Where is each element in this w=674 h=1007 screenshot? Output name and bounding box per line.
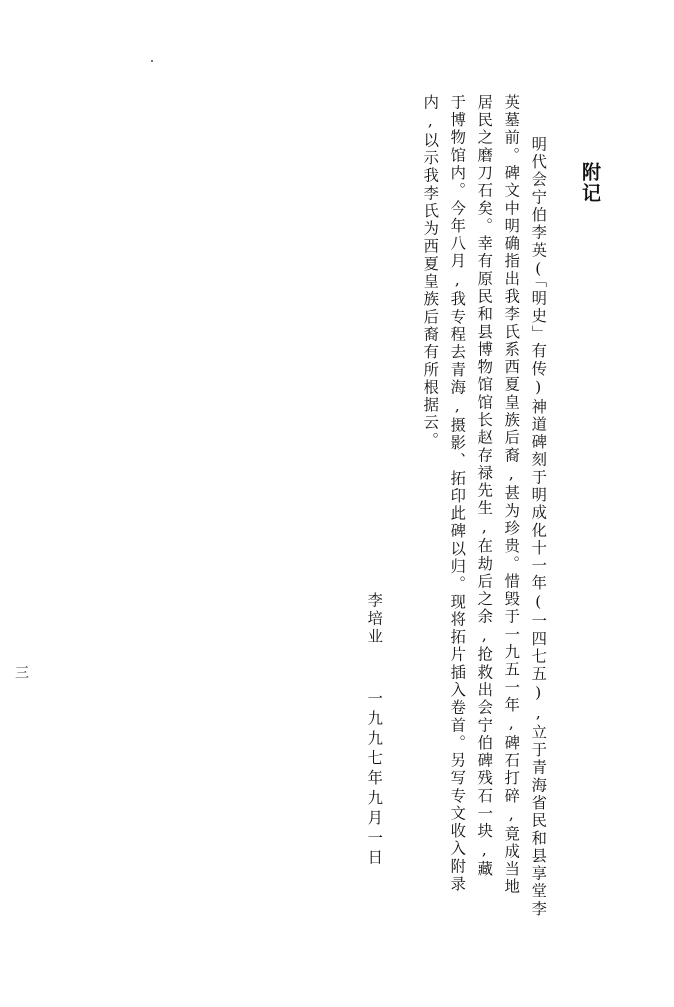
paragraph-line-5: 内,以示我李氏为西夏皇族后裔有所根据云。: [421, 94, 440, 450]
paragraph-line-4: 于博物馆内。今年八月,我专程去青海,摄影、拓印此碑以归。现将拓片插入卷首。另写专文收入附录: [448, 94, 467, 894]
signature-date: 一九九七年九月一日: [365, 690, 384, 870]
paragraph-line-3: 居民之磨刀石矣。幸有原民和县博物馆馆长赵存禄先生,在劫后之余,抢救出会宁伯碑残石一块,藏: [475, 94, 494, 879]
paragraph-line-1: 明代会宁伯李英(「明史」有传)神道碑刻于明成化十一年(一四七五),立于青海省民和县享堂李: [529, 136, 548, 919]
paragraph-line-2: 英墓前。碑文中明确指出我李氏系西夏皇族后裔,甚为珍贵。惜毁于一九五一年,碑石打碎,竟成当地: [502, 94, 521, 896]
page-number: 三: [13, 665, 29, 680]
page-title: 附记: [579, 162, 601, 204]
scan-speck: [151, 60, 153, 62]
author-signature: 李培业: [365, 592, 384, 646]
